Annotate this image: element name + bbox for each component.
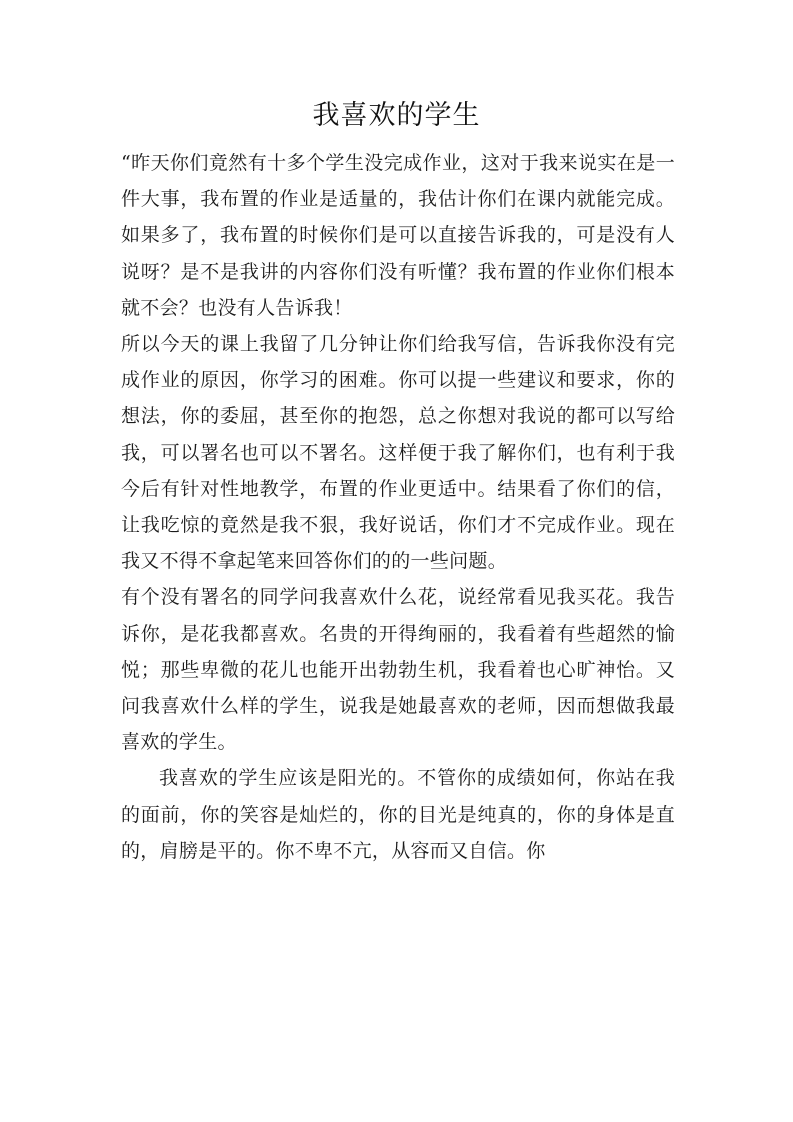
paragraph-2: 所以今天的课上我留了几分钟让你们给我写信，告诉我你没有完成作业的原因，你学习的困难。你可以提一些建议和要求，你的想法，你的委屈，甚至你的抱怨，总之你想对我说的都可以写给我，可以署名也可以不署名。这样便于我了解你们，也有利于我今后有针对性地教学，布置的作业更适中。结果看了你们的信，让我吃惊的竟然是我不狠，我好说话，你们才不完成作业。现在我又不得不拿起笔来回答你们的的一些问题。 bbox=[121, 333, 675, 573]
paragraph-3: 有个没有署名的同学问我喜欢什么花，说经常看见我买花。我告诉你，是花我都喜欢。名贵的开得绚丽的，我看着有些超然的愉悦；那些卑微的花儿也能开出勃勃生机，我看着也心旷神怡。又问我喜欢什么样的学生，说我是她最喜欢的老师，因而想做我最喜欢的学生。 bbox=[121, 586, 675, 754]
document-body bbox=[121, 145, 675, 869]
paragraph-4: 我喜欢的学生应该是阳光的。不管你的成绩如何，你站在我的面前，你的笑容是灿烂的，你的目光是纯真的，你的身体是直的，肩膀是平的。你不卑不亢，从容而又自信。你 bbox=[121, 767, 675, 862]
document-title: 我喜欢的学生 bbox=[312, 100, 481, 131]
paragraph-1: “昨天你们竟然有十多个学生没完成作业，这对于我来说实在是一件大事，我布置的作业是适量的，我估计你们在课内就能完成。如果多了，我布置的时候你们是可以直接告诉我的，可是没有人说呀？是不是我讲的内容你们没有听懂？我布置的作业你们根本就不会？也没有人告诉我！ bbox=[121, 152, 675, 319]
